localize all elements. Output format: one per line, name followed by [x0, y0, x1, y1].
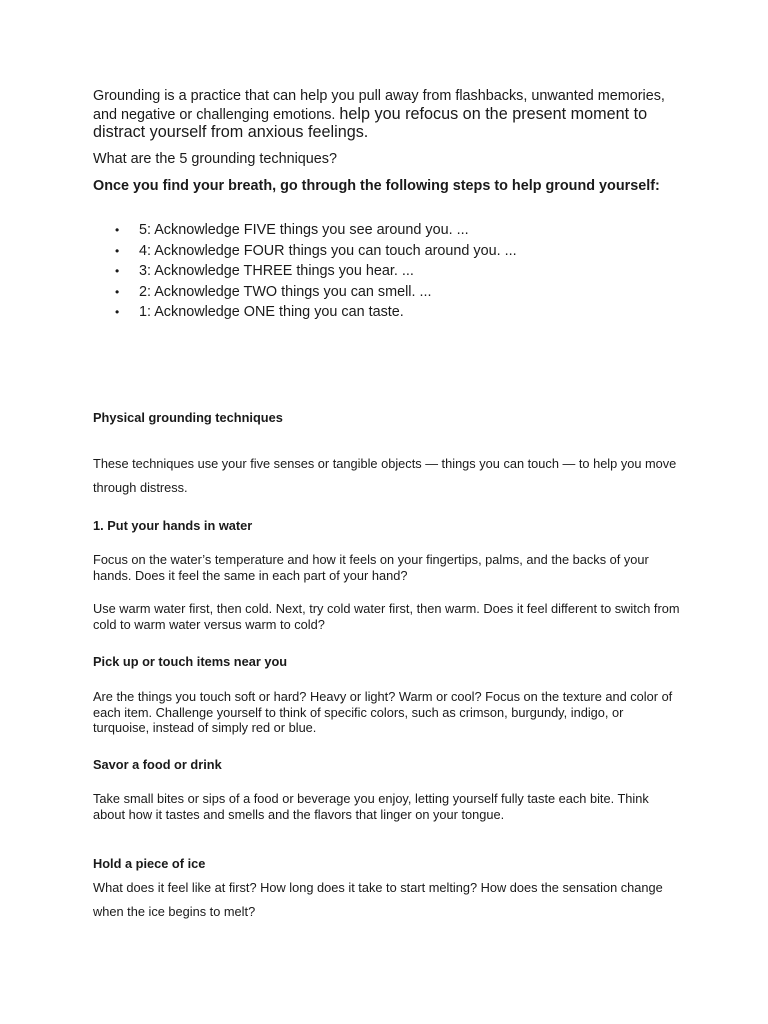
list-item — [93, 220, 683, 241]
list-item — [93, 302, 683, 323]
section-paragraph: What does it feel like at first? How long does it take to start melting? How does the sensation change when the ice begins to melt? — [93, 880, 663, 919]
question-text: What are the 5 grounding techniques? — [93, 151, 338, 167]
step-text: 3: Acknowledge THREE things you hear. ... — [139, 263, 414, 280]
list-item — [93, 282, 683, 303]
bullet-icon: • — [115, 264, 120, 279]
step-text: 4: Acknowledge FOUR things you can touch around you. ... — [139, 242, 517, 259]
section-paragraph: Take small bites or sips of a food or beverage you enjoy, letting yourself fully taste each bite. Think about how it tastes and smells and the flavors that linger on your tongue. — [93, 791, 649, 822]
section-heading-hands-in-water: 1. Put your hands in water — [93, 518, 253, 533]
step-text: 1: Acknowledge ONE thing you can taste. — [139, 304, 404, 321]
intro-paragraph — [93, 88, 683, 143]
bullet-icon: • — [115, 284, 120, 299]
section-paragraph: Are the things you touch soft or hard? Heavy or light? Warm or cool? Focus on the texture and color of each item. Challenge yourself to think of specific colors, such as crimson, burgundy, indigo, or turquoise, instead of simply red or blue. — [93, 689, 673, 735]
step-text: 2: Acknowledge TWO things you can smell. ... — [139, 283, 432, 300]
step-text: 5: Acknowledge FIVE things you see around you. ... — [139, 222, 469, 238]
section-heading-touch-items: Pick up or touch items near you — [93, 654, 288, 669]
steps-heading: Once you find your breath, go through the following steps to help ground yourself: — [93, 178, 660, 194]
steps-list — [93, 220, 683, 323]
bullet-icon: • — [115, 243, 120, 258]
document-page — [93, 0, 683, 1024]
list-item — [93, 241, 683, 262]
intro-text-part2: help you refocus on the present moment to distract yourself from anxious feelings. — [93, 104, 648, 141]
bullet-icon: • — [115, 223, 120, 237]
bullet-icon: • — [115, 305, 120, 320]
section-heading-ice: Hold a piece of ice — [93, 856, 206, 871]
section-paragraph: Focus on the water’s temperature and how it feels on your fingertips, palms, and the backs of your hands. Does it feel the same in each part of your hand? — [93, 552, 649, 583]
intro-text-part1: Grounding is a practice that can help you pull away from flashbacks, unwanted memories, and negative or challenging emotions. — [93, 88, 665, 123]
section-paragraph: Use warm water first, then cold. Next, try cold water first, then warm. Does it feel different to switch from cold to warm water versus warm to cold? — [93, 601, 680, 632]
physical-intro: These techniques use your five senses or tangible objects — things you can touch — to help you move through distress. — [93, 456, 677, 495]
section-heading-savor-food: Savor a food or drink — [93, 757, 222, 772]
physical-heading: Physical grounding techniques — [93, 410, 283, 425]
list-item — [93, 261, 683, 282]
